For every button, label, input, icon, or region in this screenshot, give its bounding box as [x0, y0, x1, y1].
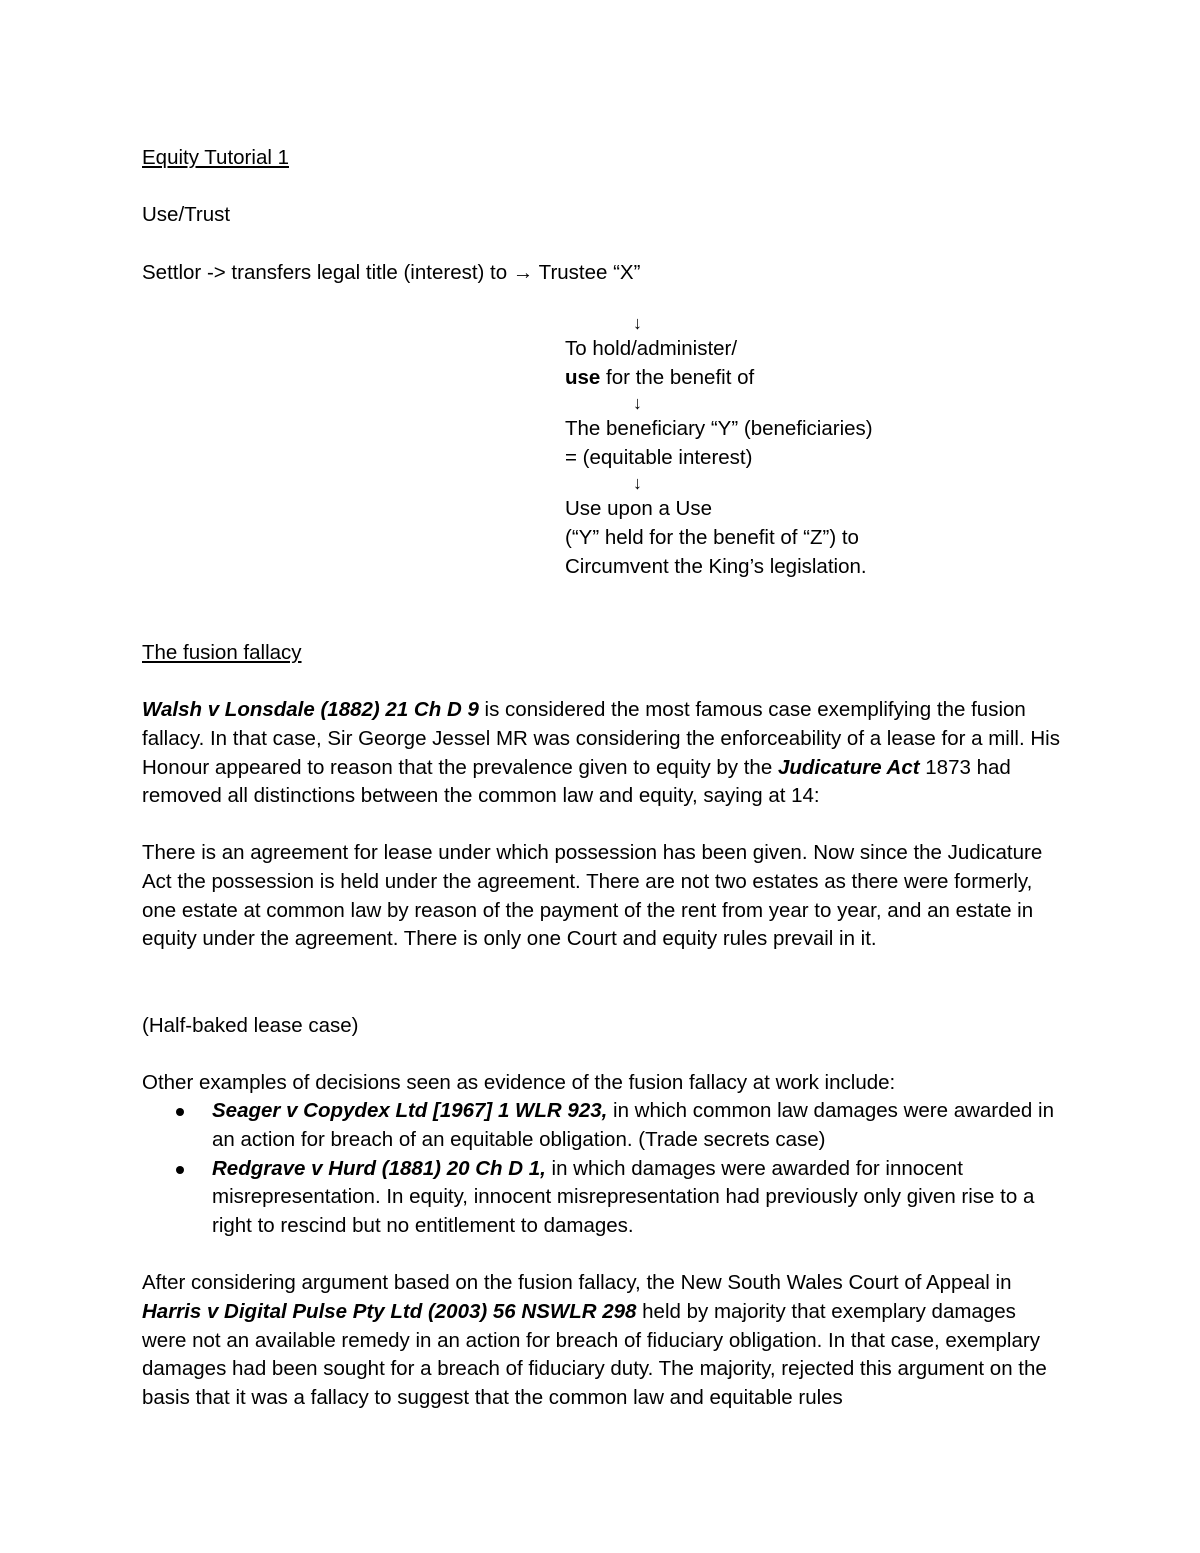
flow-beneficiary: The beneficiary “Y” (beneficiaries): [565, 417, 873, 440]
use-word: use: [565, 366, 601, 389]
page-title: Equity Tutorial 1: [142, 146, 289, 169]
flow-circumvent: Circumvent the King’s legislation.: [565, 555, 867, 578]
half-baked-note: (Half-baked lease case): [142, 1014, 359, 1037]
subtitle: Use/Trust: [142, 203, 231, 226]
use-rest: for the benefit of: [600, 366, 755, 389]
walsh-text-2: 1873 had removed all distinctions between the common law and equity, saying at 14:: [142, 755, 1011, 808]
down-arrow-icon: ↓: [633, 393, 642, 413]
section-heading: The fusion fallacy: [142, 641, 302, 664]
harris-text-2: held by majority that exemplary damages were not an available remedy in an action for breach of fiduciary obligation. In that case, exemplary damages had been sought for a breach of fiduciary duty. The majority, rejected this argument on the basis that it was a fallacy to suggest that the common law and equitable rules: [142, 1299, 1047, 1410]
flow-use-line: [565, 363, 873, 392]
flow-held-for: (“Y” held for the benefit of “Z”) to: [565, 526, 859, 549]
case-citation: Redgrave v Hurd (1881) 20 Ch D 1,: [212, 1156, 546, 1180]
down-arrow-icon: ↓: [633, 473, 642, 493]
examples-list: [142, 1097, 1062, 1241]
list-item-text: in which damages were awarded for innocent misrepresentation. In equity, innocent misrepresentation had previously only given rise to a right to rescind but no entitlement to damages.: [212, 1156, 1035, 1238]
flow-hold-line: To hold/administer/: [565, 337, 738, 360]
walsh-paragraph: [142, 696, 1062, 811]
settlor-line: Settlor -> transfers legal title (interest) to → Trustee “X”: [142, 261, 641, 284]
list-item-text: in which common law damages were awarded in an action for breach of an equitable obligation. (Trade secrets case): [212, 1099, 1054, 1151]
harris-paragraph: [142, 1269, 1062, 1413]
case-citation: Walsh v Lonsdale (1882) 21 Ch D 9: [142, 698, 479, 721]
trust-flow: [565, 312, 873, 581]
list-item: [142, 1097, 1062, 1155]
case-citation: Seager v Copydex Ltd [1967] 1 WLR 923,: [212, 1099, 608, 1122]
quote-paragraph: [142, 839, 1062, 954]
harris-text-1: After considering argument based on the fusion fallacy, the New South Wales Court of Appeal in: [142, 1271, 1012, 1294]
flow-equitable: = (equitable interest): [565, 446, 753, 469]
list-item: [142, 1155, 1062, 1241]
flow-use-upon: Use upon a Use: [565, 497, 713, 520]
down-arrow-icon: ↓: [633, 313, 642, 333]
quote-text: There is an agreement for lease under which possession has been given. Now since the Judicature Act the possession is held under the agreement. There are not two estates as there were formerly, one estate at common law by reason of the payment of the rent from year to year, and an estate in equity under the agreement. There is only one Court and equity rules prevail in it.: [142, 841, 1043, 951]
case-citation: Harris v Digital Pulse Pty Ltd (2003) 56 NSWLR 298: [142, 1299, 637, 1323]
walsh-text-1: is considered the most famous case exemplifying the fusion fallacy. In that case, Sir George Jessel MR was considering the enforceability of a lease for a mill. His Honour appeared to reason that the prevalence given to equity by the: [142, 698, 1060, 779]
act-citation: Judicature Act: [777, 755, 920, 779]
other-examples-intro: Other examples of decisions seen as evidence of the fusion fallacy at work include:: [142, 1071, 896, 1094]
